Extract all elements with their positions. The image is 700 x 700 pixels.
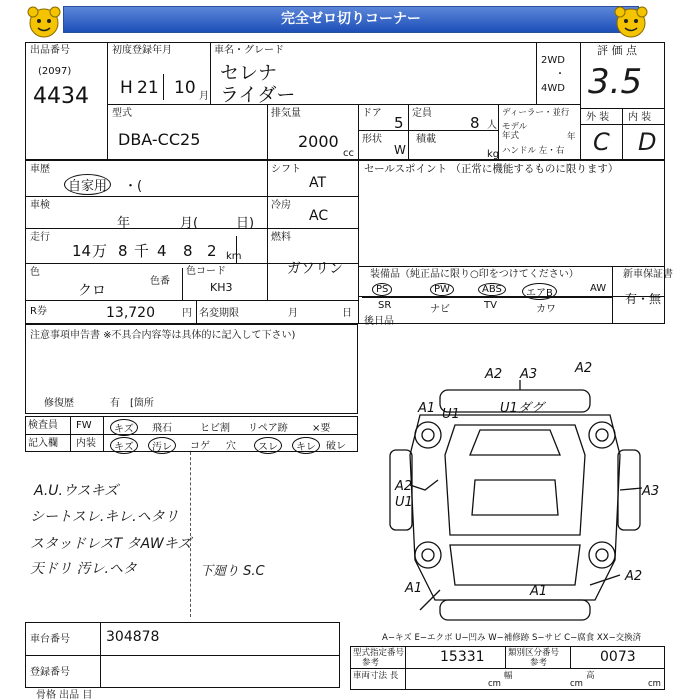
repair-value: 有 (110, 398, 120, 409)
inspection-label: 車検 (30, 200, 50, 211)
displacement-label: 排気量 (271, 108, 301, 119)
lot-label: 出品番号 (30, 45, 70, 56)
interior-label: 内 装 (628, 112, 652, 123)
mark-a2-rear-right: A2 (625, 569, 643, 584)
equip-sr: SR (378, 300, 392, 311)
mascot-left-icon (25, 3, 63, 41)
drive-sep: ・ (555, 69, 565, 80)
mark-a3-right-door: A3 (642, 484, 660, 499)
equipment-label: 装備品（純正品に限り○印をつけてください） (370, 269, 579, 280)
mark-a2-front-left: A2 (485, 367, 503, 382)
equip-tv: TV (484, 300, 497, 311)
remark-line-4: 天ドリ 汚レ.ヘタ (30, 561, 137, 577)
insp-needs: ×要 (312, 423, 331, 434)
handle-label: ハンドル 左・右 (502, 146, 565, 156)
color-label: 色 (30, 267, 40, 278)
chassis-label: 車台番号 (30, 634, 70, 645)
insp-repair: リペア跡 (248, 423, 288, 434)
fuel-value: ガソリン (287, 261, 343, 277)
mileage-u2: 千 (134, 242, 150, 260)
shape-value: W (394, 143, 406, 157)
chassis-value: 304878 (106, 629, 160, 645)
reg-no-label: 登録番号 (30, 667, 70, 678)
equip-leather: カワ (536, 304, 556, 315)
capacity-unit: 人 (487, 120, 497, 131)
remark-line-3: スタッドレスT タAWキズ (30, 536, 192, 552)
inspector-fw: FW (76, 420, 92, 431)
mileage-d3: 4 (157, 242, 167, 260)
type-code-label: 型式 (112, 108, 132, 119)
history-rest: ・( (124, 179, 143, 194)
mileage-d2: 8 (118, 242, 128, 260)
mark-a2-left-door: A2 (395, 479, 413, 494)
aircon-value: AC (309, 208, 329, 224)
entry-hole: 穴 (226, 441, 236, 452)
lot-number: 4434 (33, 84, 89, 109)
equip-pw: PW (430, 283, 454, 296)
address-change-label: 名変期限 (199, 308, 239, 319)
warranty-label: 新車保証書 (623, 269, 673, 280)
header-banner (63, 6, 639, 33)
inspection-day-unit: 日) (236, 216, 255, 231)
history-label: 車歴 (30, 164, 50, 175)
cat-ref: 参考 (530, 658, 548, 668)
mileage-d1: 14 (72, 242, 92, 260)
score-label: 評 価 点 (597, 44, 637, 57)
color-code-number-label: 色番 (150, 276, 170, 287)
entry-interior: 内装 (76, 438, 96, 449)
model-cert-value: 15331 (440, 649, 485, 665)
address-change-month: 月 (288, 308, 298, 319)
width-label: 幅 (504, 671, 513, 681)
fuel-label: 燃料 (271, 232, 291, 243)
inspector-label: 検査員 (28, 420, 58, 431)
insp-stone: 飛石 (152, 423, 172, 434)
remark-line-2: シートスレ.キレ.ヘタリ (30, 509, 179, 525)
shift-label: シフト (271, 164, 301, 175)
color-value: クロ (78, 283, 106, 299)
damage-legend: A−キズ E−エクボ U−凹み W−補修跡 S−サビ C−腐食 XX−交換済 (382, 633, 642, 643)
entry-scratch: キズ (110, 437, 138, 454)
drive-2wd: 2WD (541, 55, 565, 66)
color-code-value: KH3 (210, 281, 233, 294)
length-label: 車両寸法 長 (353, 671, 399, 681)
load-label: 積載 (416, 134, 436, 145)
color-code-label: 色コード (186, 266, 226, 277)
mileage-label: 走行 (30, 232, 50, 243)
mileage-u1: 万 (92, 242, 108, 260)
displacement-value: 2000 (298, 132, 339, 151)
model-year-unit: 年 (567, 132, 576, 142)
mark-a3-front: A3 (520, 367, 538, 382)
registration-month-unit: 月 (199, 91, 209, 102)
score-value: 3.5 (588, 62, 643, 102)
drive-4wd: 4WD (541, 83, 565, 94)
header-title: 完全ゼロ切りコーナー (281, 11, 421, 27)
mark-a2-front-right: A2 (575, 361, 593, 376)
model-label: 車名・グレード (214, 45, 284, 56)
equip-airbag: エアB (522, 283, 557, 300)
remark-extra: 下廻り S.C (200, 564, 265, 579)
lot-sub: (2097) (38, 66, 72, 77)
shift-value: AT (309, 175, 327, 191)
doors-value: 5 (394, 114, 404, 132)
cat-label: 類別区分番号 (508, 648, 560, 658)
entry-dirt: 汚レ (148, 437, 176, 454)
history-value: 自家用 (64, 174, 111, 195)
mileage-unit: km (226, 251, 242, 262)
repair-place: [箇所 (130, 398, 154, 409)
registration-year: 21 (137, 78, 159, 98)
repair-label: 修復歴 (44, 398, 74, 409)
entry-rub: スレ (254, 437, 282, 454)
equip-aw: AW (590, 283, 607, 294)
load-unit: kg (487, 149, 500, 160)
sales-point-label: セールスポイント （正常に機能するものに限ります） (364, 163, 619, 175)
exterior-grade: C (593, 128, 610, 156)
warranty-value: 有・無 (625, 292, 662, 306)
model-cert-ref: 参考 (362, 658, 380, 668)
entry-burn: コゲ (190, 441, 210, 452)
equip-ps: PS (372, 283, 392, 296)
recycle-label: R券 (30, 306, 47, 317)
doors-label: ドア (362, 108, 382, 119)
mileage-d4: 8 (183, 242, 193, 260)
mark-u1-left-door: U1 (395, 495, 413, 510)
mascot-right-icon (612, 3, 650, 41)
registration-era: H (120, 78, 133, 98)
entry-cut: キレ (292, 437, 320, 454)
mark-roof-note: U1ダグ (500, 401, 544, 416)
dealer-label: ディーラー・並行 (502, 108, 570, 118)
rear-seat-label: 後日品 (364, 316, 394, 327)
registration-month: 10 (174, 78, 196, 98)
mark-a1-rear-left: A1 (405, 581, 423, 596)
length-unit: cm (488, 679, 501, 689)
type-code-value: DBA-CC25 (118, 130, 201, 149)
height-unit: cm (648, 679, 661, 689)
capacity-value: 8 (470, 114, 480, 132)
notes-label: 注意事項申告書 ※不具合内容等は具体的に記入して下さい) (30, 330, 296, 341)
interior-grade: D (638, 128, 657, 156)
car-damage-diagram (380, 360, 680, 630)
exterior-label: 外 装 (586, 112, 610, 123)
mileage-d5: 2 (207, 242, 217, 260)
remark-line-1: A.U.ウスキズ (34, 483, 119, 499)
displacement-unit: cc (343, 148, 354, 159)
model-name: セレナ (220, 62, 278, 84)
aircon-label: 冷房 (271, 200, 291, 211)
mark-a1-rear: A1 (530, 584, 548, 599)
insp-crack: ヒビ割 (200, 423, 230, 434)
equip-navi: ナビ (430, 304, 450, 315)
model-cert-label: 型式指定番号 (353, 648, 405, 658)
capacity-label: 定員 (412, 108, 432, 119)
insp-scratch: キズ (110, 419, 138, 436)
entry-tear: 破レ (326, 441, 346, 452)
model-grade: ライダー (220, 84, 296, 106)
footer-text: 骨格 出品 目 (36, 690, 93, 700)
width-unit: cm (570, 679, 583, 689)
mark-u1-hood: U1 (442, 407, 460, 422)
recycle-unit: 円 (182, 308, 192, 319)
shape-label: 形状 (362, 134, 382, 145)
address-change-day: 日 (342, 308, 352, 319)
recycle-value: 13,720 (106, 305, 155, 321)
entry-label: 記入欄 (28, 438, 58, 449)
cat-value: 0073 (600, 649, 636, 665)
inspection-year-unit: 年 (117, 216, 131, 231)
mark-a1-left-fender: A1 (418, 401, 436, 416)
height-label: 高 (586, 671, 595, 681)
registration-label: 初度登録年月 (112, 45, 172, 56)
inspection-month-unit: 月( (180, 216, 199, 231)
equip-abs: ABS (478, 283, 506, 296)
model-year-label: モデル年式 (502, 122, 528, 141)
